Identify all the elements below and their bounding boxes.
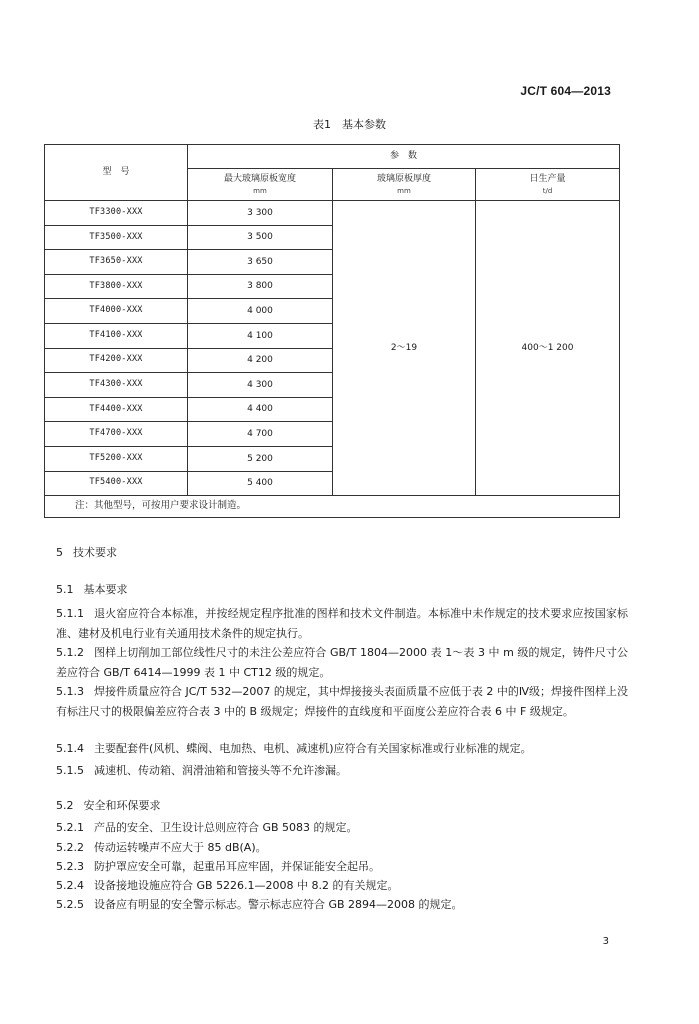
section-title: 技术要求 (73, 546, 117, 559)
cell-width: 3 650 (188, 250, 333, 275)
clause-text: 减速机、传动箱、润滑油箱和管接头等不允许渗漏。 (94, 764, 347, 777)
clause-5-2-4 (56, 876, 628, 896)
cell-model: TF4200-XXX (45, 348, 188, 373)
cell-width: 5 200 (188, 446, 333, 471)
clause-text: 产品的安全、卫生设计总则应符合 GB 5083 的规定。 (94, 821, 358, 834)
cell-width: 4 000 (188, 299, 333, 324)
header-thickness (333, 169, 476, 201)
cell-width: 4 100 (188, 323, 333, 348)
cell-model: TF3650-XXX (45, 250, 188, 275)
table-row (45, 201, 620, 226)
clause-text: 主要配套件(风机、蝶阀、电加热、电机、减速机)应符合有关国家标准或行业标准的规定。 (94, 742, 532, 755)
header-output-label: 日生产量 (529, 174, 566, 185)
clause-number: 5.2.4 (56, 879, 84, 892)
clause-text: 图样上切削加工部位线性尺寸的未注公差应符合 GB/T 1804—2000 表 1～表 3 中 m 级的规定，铸件尺寸公差应符合 GB/T 6414—1999 表 1 中 CT12 级的规定。 (56, 646, 628, 679)
clause-text: 焊接件质量应符合 JC/T 532—2007 的规定，其中焊接接头表面质量不应低于表 2 中的Ⅳ级；焊接件图样上没有标注尺寸的极限偏差应符合表 3 中的 B 级规定；焊接件的直线度和平面度公差应符合表 6 中 F 级规定。 (56, 685, 628, 718)
cell-model: TF3500-XXX (45, 225, 188, 250)
section-5-1-heading (56, 581, 128, 597)
header-width-label: 最大玻璃原板宽度 (223, 174, 296, 185)
clause-number: 5.2.2 (56, 841, 84, 854)
header-params: 参 数 (188, 145, 620, 169)
cell-model: TF3300-XXX (45, 201, 188, 226)
section-5-2-heading (56, 797, 161, 813)
header-thickness-label: 玻璃原板厚度 (376, 174, 431, 185)
cell-model: TF4000-XXX (45, 299, 188, 324)
cell-thickness-range: 2～19 (333, 201, 476, 496)
cell-width: 3 500 (188, 225, 333, 250)
clause-text: 防护罩应安全可靠，起重吊耳应牢固，并保证能安全起吊。 (94, 860, 380, 873)
clause-number: 5.1.4 (56, 742, 84, 755)
header-width (188, 169, 333, 201)
cell-width: 3 300 (188, 201, 333, 226)
cell-model: TF4400-XXX (45, 397, 188, 422)
clause-5-1-1 (56, 604, 628, 643)
cell-width: 3 800 (188, 274, 333, 299)
table-note-row (45, 496, 620, 518)
table-header-row (45, 145, 620, 169)
cell-model: TF4100-XXX (45, 323, 188, 348)
section-number: 5.1 (56, 583, 74, 596)
cell-width: 4 200 (188, 348, 333, 373)
header-thickness-unit: mm (397, 186, 411, 195)
cell-model: TF5200-XXX (45, 446, 188, 471)
clause-5-2-5 (56, 895, 628, 915)
clause-number: 5.2.1 (56, 821, 84, 834)
page-number: 3 (602, 936, 609, 947)
clause-text: 传动运转噪声不应大于 85 dB(A)。 (94, 841, 267, 854)
section-number: 5.2 (56, 799, 74, 812)
header-width-unit: mm (253, 186, 267, 195)
cell-model: TF5400-XXX (45, 471, 188, 496)
clause-number: 5.1.3 (56, 685, 84, 698)
clause-5-1-2 (56, 643, 628, 682)
clause-text: 设备应有明显的安全警示标志。警示标志应符合 GB 2894—2008 的规定。 (94, 898, 463, 911)
document-code: JC/T 604—2013 (520, 84, 611, 98)
section-number: 5 (56, 546, 63, 559)
cell-output-range: 400～1 200 (476, 201, 620, 496)
table-note: 注：其他型号，可按用户要求设计制造。 (45, 496, 620, 518)
basic-parameters-table (44, 144, 620, 518)
clause-number: 5.1.2 (56, 646, 84, 659)
clause-number: 5.2.5 (56, 898, 84, 911)
section-title: 基本要求 (83, 583, 128, 596)
clause-5-2-3 (56, 857, 628, 877)
clause-number: 5.2.3 (56, 860, 84, 873)
section-5-heading (56, 544, 117, 560)
clause-5-2-1 (56, 818, 628, 838)
cell-width: 4 300 (188, 373, 333, 398)
clause-5-1-5 (56, 761, 628, 781)
cell-width: 5 400 (188, 471, 333, 496)
clause-text: 设备接地设施应符合 GB 5226.1—2008 中 8.2 的有关规定。 (94, 879, 399, 892)
clause-number: 5.1.1 (56, 607, 84, 620)
cell-model: TF4700-XXX (45, 422, 188, 447)
cell-width: 4 700 (188, 422, 333, 447)
header-output (476, 169, 620, 201)
clause-5-2-2 (56, 838, 628, 858)
section-title: 安全和环保要求 (83, 799, 161, 812)
clause-number: 5.1.5 (56, 764, 84, 777)
clause-5-1-3 (56, 682, 628, 721)
header-output-unit: t/d (542, 186, 553, 195)
header-model: 型 号 (45, 145, 188, 201)
table-title: 表1 基本参数 (313, 118, 386, 131)
clause-5-1-4 (56, 739, 628, 759)
cell-width: 4 400 (188, 397, 333, 422)
cell-model: TF3800-XXX (45, 274, 188, 299)
cell-model: TF4300-XXX (45, 373, 188, 398)
clause-text: 退火窑应符合本标准，并按经规定程序批准的图样和技术文件制造。本标准中未作规定的技术要求应按国家标准、建材及机电行业有关通用技术条件的规定执行。 (56, 607, 628, 640)
